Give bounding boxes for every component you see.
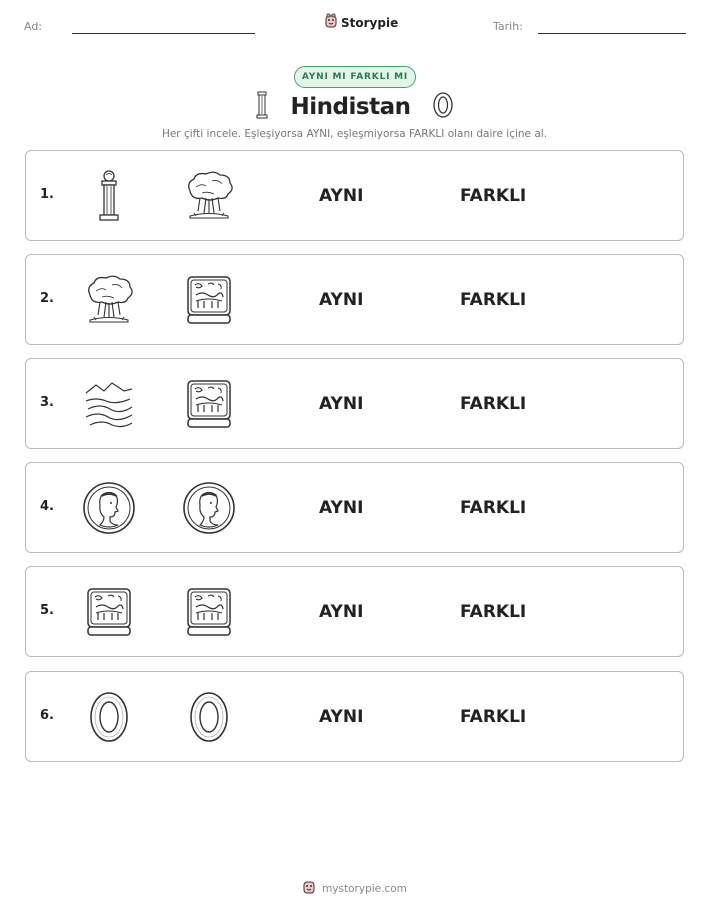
storypie-mascot-icon (324, 13, 338, 33)
date-line[interactable] (538, 33, 686, 34)
row-number: 3. (40, 395, 54, 410)
brand-logo (324, 13, 398, 33)
zero-icon (432, 91, 454, 123)
option-same[interactable]: AYNI (319, 498, 364, 518)
storypie-mascot-icon (302, 879, 316, 899)
exercise-row (25, 254, 684, 345)
exercise-row (25, 462, 684, 553)
brand-name: Storypie (341, 16, 399, 30)
coin-icon (82, 481, 136, 535)
option-same[interactable]: AYNI (319, 394, 364, 414)
banyan-tree-icon (182, 169, 236, 223)
river-icon (82, 377, 136, 431)
title-row (0, 90, 709, 124)
seal-icon (182, 377, 236, 431)
row-number: 5. (40, 603, 54, 618)
coin-icon (182, 481, 236, 535)
option-different[interactable]: FARKLI (460, 290, 527, 310)
row-number: 4. (40, 499, 54, 514)
seal-icon (182, 585, 236, 639)
option-same[interactable]: AYNI (319, 290, 364, 310)
footer-url: mystorypie.com (322, 883, 407, 895)
exercise-row (25, 358, 684, 449)
option-different[interactable]: FARKLI (460, 498, 527, 518)
option-same[interactable]: AYNI (319, 707, 364, 727)
exercise-row (25, 566, 684, 657)
row-number: 2. (40, 291, 54, 306)
option-different[interactable]: FARKLI (460, 394, 527, 414)
option-same[interactable]: AYNI (319, 602, 364, 622)
pillar-icon (82, 169, 136, 223)
name-line[interactable] (72, 33, 255, 34)
seal-icon (182, 273, 236, 327)
row-number: 1. (40, 187, 54, 202)
zero-icon (182, 690, 236, 744)
seal-icon (82, 585, 136, 639)
pillar-icon (255, 90, 269, 124)
page-title: Hindistan (290, 94, 411, 120)
exercise-row (25, 671, 684, 762)
name-label: Ad: (24, 20, 43, 33)
banyan-tree-icon (82, 273, 136, 327)
instructions: Her çifti incele. Eşleşiyorsa AYNI, eşleşmiyorsa FARKLI olanı daire içine al. (161, 128, 548, 140)
option-different[interactable]: FARKLI (460, 602, 527, 622)
date-label: Tarih: (493, 20, 523, 33)
row-number: 6. (40, 708, 54, 723)
activity-badge: AYNI MI FARKLI MI (294, 66, 416, 88)
option-different[interactable]: FARKLI (460, 707, 527, 727)
option-different[interactable]: FARKLI (460, 186, 527, 206)
option-same[interactable]: AYNI (319, 186, 364, 206)
footer (0, 879, 709, 899)
zero-icon (82, 690, 136, 744)
exercise-row (25, 150, 684, 241)
